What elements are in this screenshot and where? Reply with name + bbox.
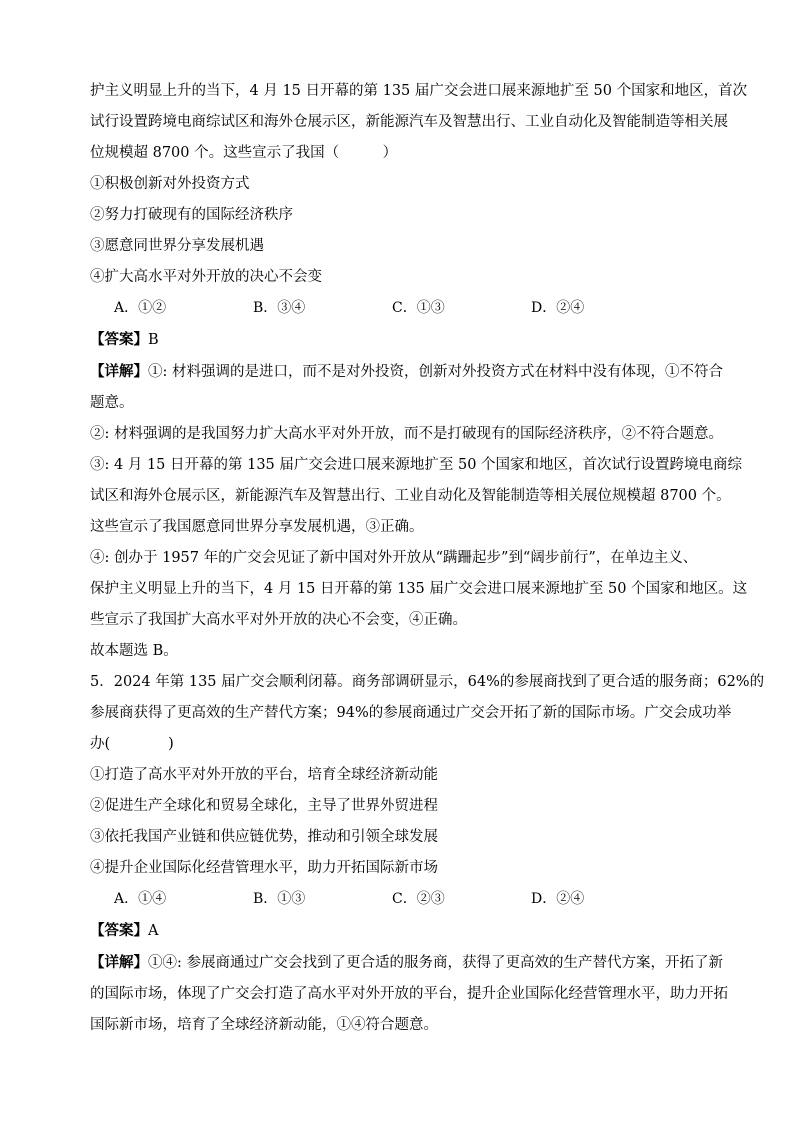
q4-item: ②努力打破现有的国际经济秩序 (90, 207, 293, 223)
q4-options (90, 293, 704, 324)
q4-answer (90, 324, 704, 356)
question-5 (90, 667, 765, 1041)
q4-option-d: D．②④ (531, 300, 585, 316)
q4-answer-value: B (148, 332, 159, 348)
q4-detail-line: ②: 材料强调的是我国努力扩大高水平对外开放，而不是打破现有的国际经济秩序，②不符合题意。 (90, 426, 723, 442)
q4-detail-line: 试区和海外仓展示区，新能源汽车及智慧出行、工业自动化及智能制造等相关展位规模超 8700 个。 (90, 488, 731, 504)
q4-detail-line: 保护主义明显上升的当下，4 月 15 日开幕的第 135 届广交会进口展来源地扩至 50 个国家和地区。这 (90, 581, 748, 597)
document-page (90, 76, 765, 1041)
q4-answer-label: 【答案】 (90, 331, 148, 348)
q4-item: ④扩大高水平对外开放的决心不会变 (90, 269, 322, 285)
q4-detail-line: 题意。 (90, 395, 134, 411)
q5-options (90, 884, 704, 915)
q5-option-c: C．②③ (392, 891, 445, 907)
q4-detail-line: ④: 创办于 1957 年的广交会见证了新中国对外开放从“蹒跚起步”到“阔步前行”，在单边主义、 (90, 550, 698, 566)
q4-item: ①积极创新对外投资方式 (90, 176, 250, 192)
q5-option-b: B．①③ (253, 891, 306, 907)
q5-detail-first (90, 947, 723, 979)
q5-detail-line: 国际新市场，培育了全球经济新动能，①④符合题意。 (90, 1017, 438, 1033)
q5-stem-line: 参展商获得了更高效的生产替代方案；94%的参展商通过广交会开拓了新的国际市场。广交会成功举 (90, 705, 732, 721)
q4-stem-line: 位规模超 8700 个。这些宣示了我国（ ） (90, 145, 398, 161)
q5-stem-line: 5．2024 年第 135 届广交会顺利闭幕。商务部调研显示，64%的参展商找到了更合适的服务商；62%的 (90, 674, 765, 690)
q4-stem-line: 试行设置跨境电商综试区和海外仓展示区，新能源汽车及智慧出行、工业自动化及智能制造等相关展 (90, 114, 728, 130)
q4-option-c: C．①③ (392, 300, 445, 316)
q5-item: ②促进生产全球化和贸易全球化，主导了世界外贸进程 (90, 798, 438, 814)
q4-item: ③愿意同世界分享发展机遇 (90, 238, 264, 254)
q4-stem-line: 护主义明显上升的当下，4 月 15 日开幕的第 135 届广交会进口展来源地扩至 50 个国家和地区，首次 (90, 83, 748, 99)
q5-option-d: D．②④ (531, 891, 585, 907)
q4-detail-label: 【详解】 (90, 363, 148, 380)
q5-detail-label: 【详解】 (90, 954, 148, 971)
q5-answer-value: A (148, 923, 159, 939)
q5-detail-text: ①④: 参展商通过广交会找到了更合适的服务商，获得了更高效的生产替代方案，开拓了新 (148, 955, 723, 971)
q4-option-b: B．③④ (253, 300, 306, 316)
q4-option-a: A．①② (114, 300, 167, 316)
q5-item: ④提升企业国际化经营管理水平，助力开拓国际新市场 (90, 860, 438, 876)
q5-answer-label: 【答案】 (90, 922, 148, 939)
q4-detail-first (90, 356, 723, 388)
q5-option-a: A．①④ (114, 891, 167, 907)
q5-item: ①打造了高水平对外开放的平台，培育全球经济新动能 (90, 767, 438, 783)
q5-stem-line: 办( ) (90, 736, 174, 752)
q4-conclusion: 故本题选 B。 (90, 643, 178, 659)
q4-detail-line: 些宣示了我国扩大高水平对外开放的决心不会变，④正确。 (90, 612, 467, 628)
question-4 (90, 76, 748, 667)
q5-answer (90, 915, 704, 947)
q5-detail-line: 的国际市场，体现了广交会打造了高水平对外开放的平台，提升企业国际化经营管理水平，助力开拓 (90, 986, 728, 1002)
q4-detail-text: ①: 材料强调的是进口，而不是对外投资，创新对外投资方式在材料中没有体现，①不符合 (148, 364, 723, 380)
q5-item: ③依托我国产业链和供应链优势，推动和引领全球发展 (90, 829, 438, 845)
q4-detail-line: ③: 4 月 15 日开幕的第 135 届广交会进口展来源地扩至 50 个国家和地区，首次试行设置跨境电商综 (90, 457, 743, 473)
q4-detail-line: 这些宣示了我国愿意同世界分享发展机遇，③正确。 (90, 519, 424, 535)
